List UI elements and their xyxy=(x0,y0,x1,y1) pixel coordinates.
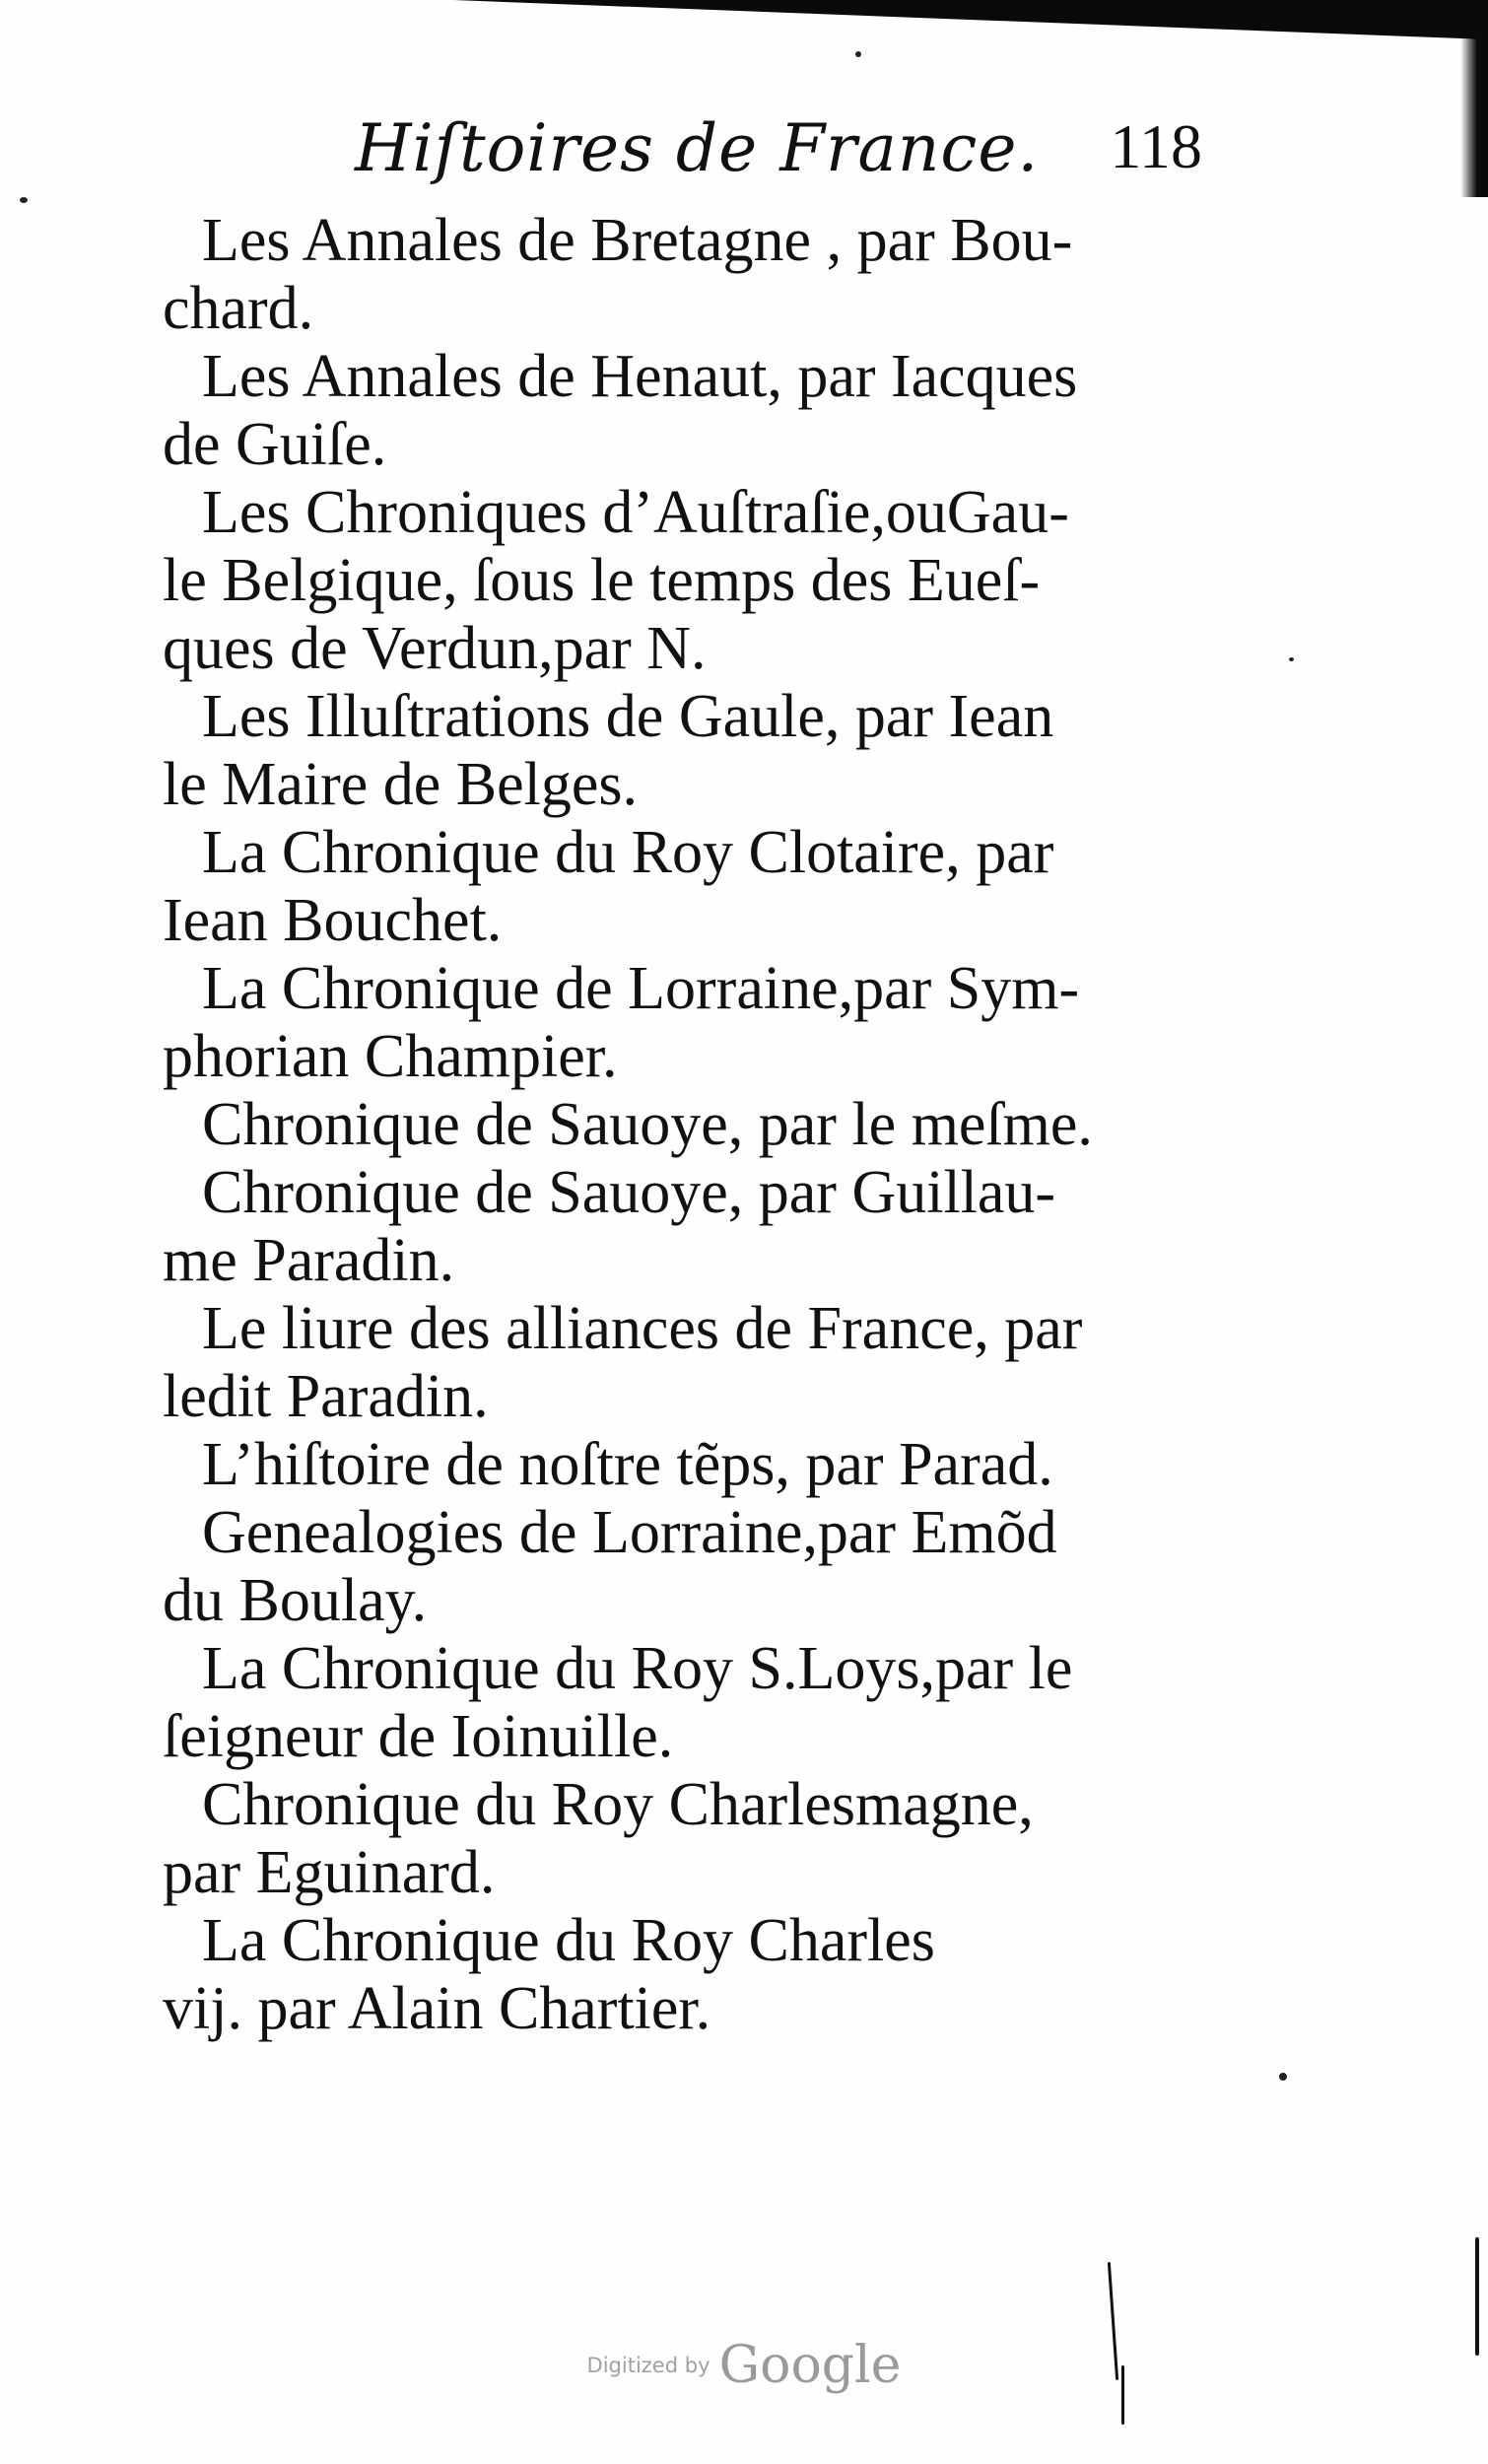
bibliography-list xyxy=(163,207,1207,2043)
entry-line: Chronique de Sauoye, par Guillau- xyxy=(202,1159,1056,1226)
entry-line: chard. xyxy=(163,275,314,342)
bibliography-entry xyxy=(163,1771,1207,1907)
bibliography-entry xyxy=(163,683,1207,819)
entry-line: le Maire de Belges. xyxy=(163,751,639,818)
entry-line: le Belgique, ſous le temps des Eueſ- xyxy=(163,547,1041,614)
google-logo: Google xyxy=(718,2336,902,2395)
entry-line: Les Illuſtrations de Gaule, par Iean xyxy=(202,683,1054,750)
digitized-by-label: Digitized by xyxy=(586,2354,710,2377)
bibliography-entry xyxy=(163,1159,1207,1295)
entry-line: me Paradin. xyxy=(163,1227,455,1294)
bibliography-entry xyxy=(163,955,1207,1091)
entry-line: La Chronique du Roy Charles xyxy=(202,1907,935,1974)
scan-speck xyxy=(1279,2073,1287,2081)
entry-line: Chronique du Roy Charlesmagne, xyxy=(202,1771,1034,1838)
entry-line: du Boulay. xyxy=(163,1567,428,1634)
scan-edge-shadow xyxy=(453,0,1488,39)
entry-line: de Guiſe. xyxy=(163,411,387,478)
bibliography-entry xyxy=(163,819,1207,955)
entry-line: ſeigneur de Ioinuille. xyxy=(163,1703,674,1770)
scan-speck xyxy=(855,51,861,57)
entry-line: phorian Champier. xyxy=(163,1023,618,1090)
page-number: 118 xyxy=(1110,111,1202,181)
scan-speck xyxy=(20,197,28,203)
entry-line: Chronique de Sauoye, par le meſme. xyxy=(202,1091,1093,1158)
page-header xyxy=(355,110,1202,209)
entry-line: Le liure des alliances de France, par xyxy=(202,1295,1083,1362)
entry-line: ques de Verdun,par N. xyxy=(163,615,707,682)
entry-line: La Chronique du Roy Clotaire, par xyxy=(202,819,1054,886)
bibliography-entry xyxy=(163,207,1207,343)
bibliography-entry xyxy=(163,1499,1207,1635)
scan-speck xyxy=(1289,657,1294,661)
entry-line: ledit Paradin. xyxy=(163,1363,489,1430)
entry-line: vij. par Alain Chartier. xyxy=(163,1975,711,2042)
entry-line: Iean Bouchet. xyxy=(163,887,503,954)
scan-edge-right-shadow xyxy=(1460,0,1488,197)
entry-line: par Eguinard. xyxy=(163,1839,496,1906)
entry-line: L’hiſtoire de noſtre tẽps, par Parad. xyxy=(202,1431,1053,1498)
bibliography-entry xyxy=(163,1431,1207,1499)
running-title: Hiſtoires de France. xyxy=(355,110,1040,186)
bibliography-entry xyxy=(163,1907,1207,2043)
bibliography-entry xyxy=(163,1091,1207,1159)
bibliography-entry xyxy=(163,343,1207,479)
entry-line: Genealogies de Lorraine,par Emõd xyxy=(202,1499,1057,1566)
entry-line: La Chronique du Roy S.Loys,par le xyxy=(202,1635,1073,1702)
bibliography-entry xyxy=(163,479,1207,683)
bibliography-entry xyxy=(163,1295,1207,1431)
bibliography-entry xyxy=(163,1635,1207,1771)
entry-line: Les Annales de Henaut, par Iacques xyxy=(202,343,1078,410)
digitization-footer xyxy=(0,2336,1488,2415)
entry-line: Les Annales de Bretagne , par Bou- xyxy=(202,207,1073,274)
entry-line: Les Chroniques d’Auſtraſie,ouGau- xyxy=(202,479,1069,546)
entry-line: La Chronique de Lorraine,par Sym- xyxy=(202,955,1080,1022)
